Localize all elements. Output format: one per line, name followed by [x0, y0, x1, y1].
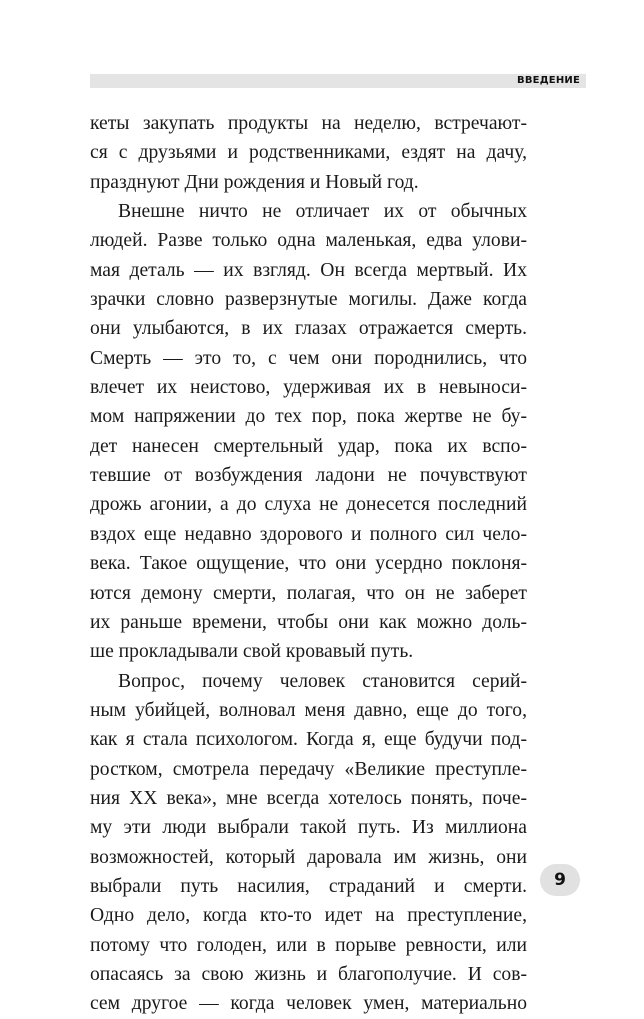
- text-line: тевшие от возбуждения ладони не почувствуют: [90, 465, 527, 487]
- text-line: ния XX века», мне всегда хотелось понять, поче-: [90, 787, 527, 809]
- text-line: как я стала психологом. Когда я, еще будучи под-: [90, 729, 527, 751]
- section-label: ВВЕДЕНИЕ: [517, 75, 580, 86]
- text-line: празднуют Дни рождения и Новый год.: [90, 171, 419, 193]
- text-line: потому что голоден, или в порыве ревности, или: [90, 934, 527, 956]
- text-line: влечет их неистово, удерживая их в невыноси-: [90, 377, 527, 399]
- text-line: ростком, смотрела передачу «Великие преступле-: [90, 758, 527, 780]
- text-line: опасаясь за свою жизнь и благополучие. И сов-: [90, 963, 527, 985]
- text-line: мая деталь — их взгляд. Он всегда мертвый. Их: [90, 259, 527, 281]
- text-line: сем другое — когда человек умен, материально: [90, 993, 527, 1015]
- body-text: [90, 109, 527, 1019]
- text-line: му эти люди выбрали такой путь. Из миллиона: [90, 817, 527, 839]
- text-line: их раньше времени, чтобы они как можно доль-: [90, 611, 527, 633]
- text-line: кеты закупать продукты на неделю, встречают-: [90, 113, 527, 134]
- text-line: выбрали путь насилия, страданий и смерти.: [90, 875, 527, 897]
- text-line: дрожь агонии, а до слуха не донесется последний: [90, 494, 527, 516]
- paragraph: [90, 197, 527, 667]
- text-line: они улыбаются, в их глазах отражается смерть.: [90, 318, 527, 340]
- text-line: Смерть — это то, с чем они породнились, что: [90, 347, 527, 369]
- text-line: дет нанесен смертельный удар, пока их вспо-: [90, 435, 527, 457]
- text-line: ются демону смерти, полагая, что он не заберет: [90, 582, 527, 604]
- text-line: Одно дело, когда кто-то идет на преступление,: [90, 905, 527, 927]
- text-line: людей. Разве только одна маленькая, едва улови-: [90, 230, 527, 252]
- text-line: возможностей, который даровала им жизнь, они: [90, 846, 527, 868]
- page-number: 9: [540, 864, 580, 896]
- text-line: ше прокладывали свой кровавый путь.: [90, 641, 414, 663]
- text-line: вздох еще недавно здорового и полного сил чело-: [90, 523, 527, 545]
- text-line: Вопрос, почему человек становится серий-: [118, 670, 527, 692]
- paragraph: [90, 667, 527, 1019]
- text-line: ся с друзьями и родственниками, ездят на дачу,: [90, 142, 527, 164]
- paragraph: [90, 109, 527, 197]
- text-line: мом напряжении до тех пор, пока жертве не бу-: [90, 406, 527, 428]
- text-line: зрачки словно разверзнутые могилы. Даже когда: [90, 289, 527, 311]
- text-line: ным убийцей, волновал меня давно, еще до того,: [90, 699, 527, 721]
- running-header: [90, 74, 586, 88]
- text-line: века. Такое ощущение, что они усердно поклоня-: [90, 553, 527, 575]
- text-line: Внешне ничто не отличает их от обычных: [118, 201, 527, 223]
